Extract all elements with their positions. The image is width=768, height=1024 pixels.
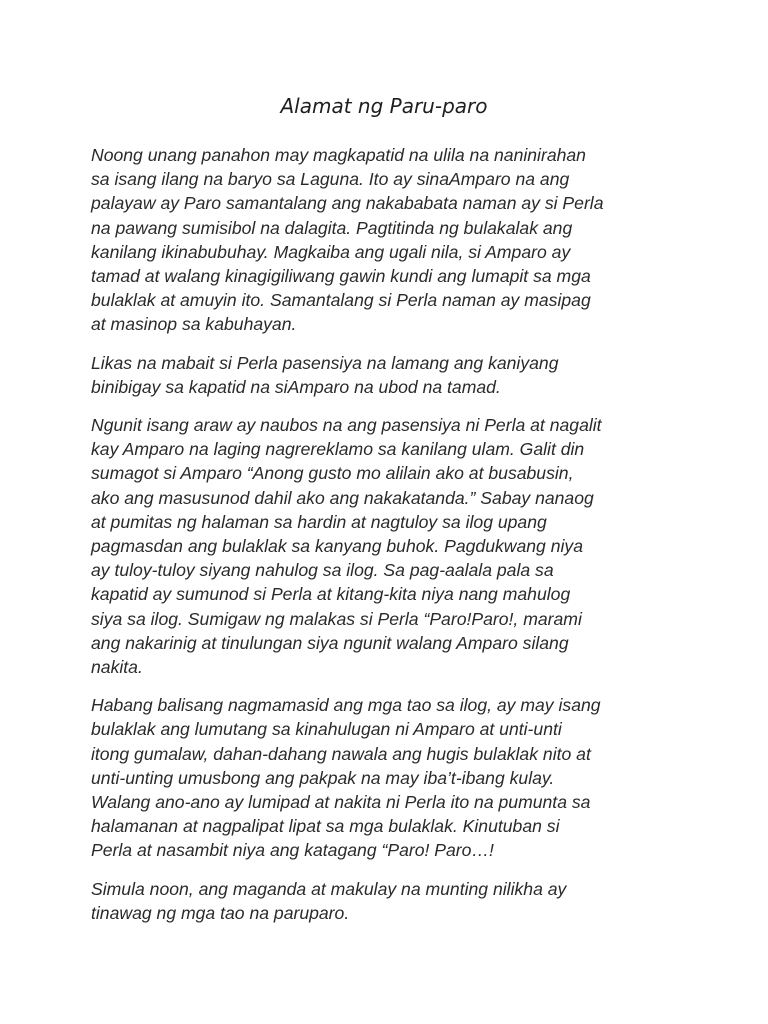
- paragraph-3: Ngunit isang araw ay naubos na ang pasensiya ni Perla at nagalit kay Amparo na laging nagrereklamo sa kanilang ulam. Galit din sumagot si Amparo “Anong gusto mo alilain ako at busabusin, ako ang masusunod dahil ako ang nakakatanda.” Sabay nanaog at pumitas ng halaman sa hardin at nagtuloy sa ilog upang pagmasdan ang bulaklak sa kanyang buhok. Pagdukwang niya ay tuloy-tuloy siyang nahulog sa ilog. Sa pag-aalala pala sa kapatid ay sumunod si Perla at kitang-kita niya nang mahulog siya sa ilog. Sumigaw ng malakas si Perla “Paro!Paro!, marami ang nakarinig at tinulungan siya ngunit walang Amparo silang nakita.: [91, 415, 602, 678]
- paragraph-5: Simula noon, ang maganda at makulay na munting nilikha ay tinawag ng mga tao na paruparo.: [91, 878, 567, 923]
- paragraph-2: Likas na mabait si Perla pasensiya na lamang ang kaniyang binibigay sa kapatid na siAmparo na ubod na tamad.: [91, 352, 559, 397]
- document-body: [91, 143, 691, 939]
- document-title: Alamat ng Paru-paro: [280, 94, 488, 118]
- paragraph-1: Noong unang panahon may magkapatid na ulila na naninirahan sa isang ilang na baryo sa Laguna. Ito ay sinaAmparo na ang palayaw ay Paro samantalang ang nakababata naman ay si Perla na pawang sumisibol na dalagita. Pagtitinda ng bulakalak ang kanilang ikinabubuhay. Magkaiba ang ugali nila, si Amparo ay tamad at walang kinagigiliwang gawin kundi ang lumapit sa mga bulaklak at amuyin ito. Samantalang si Perla naman ay masipag at masinop sa kabuhayan.: [91, 145, 604, 335]
- paragraph-4: Habang balisang nagmamasid ang mga tao sa ilog, ay may isang bulaklak ang lumutang sa kinahulugan ni Amparo at unti-unti itong gumalaw, dahan-dahang nawala ang hugis bulaklak nito at unti-unting umusbong ang pakpak na may iba’t-ibang kulay. Walang ano-ano ay lumipad at nakita ni Perla ito na pumunta sa halamanan at nagpalipat lipat sa mga bulaklak. Kinutuban si Perla at nasambit niya ang katagang “Paro! Paro…!: [91, 695, 601, 861]
